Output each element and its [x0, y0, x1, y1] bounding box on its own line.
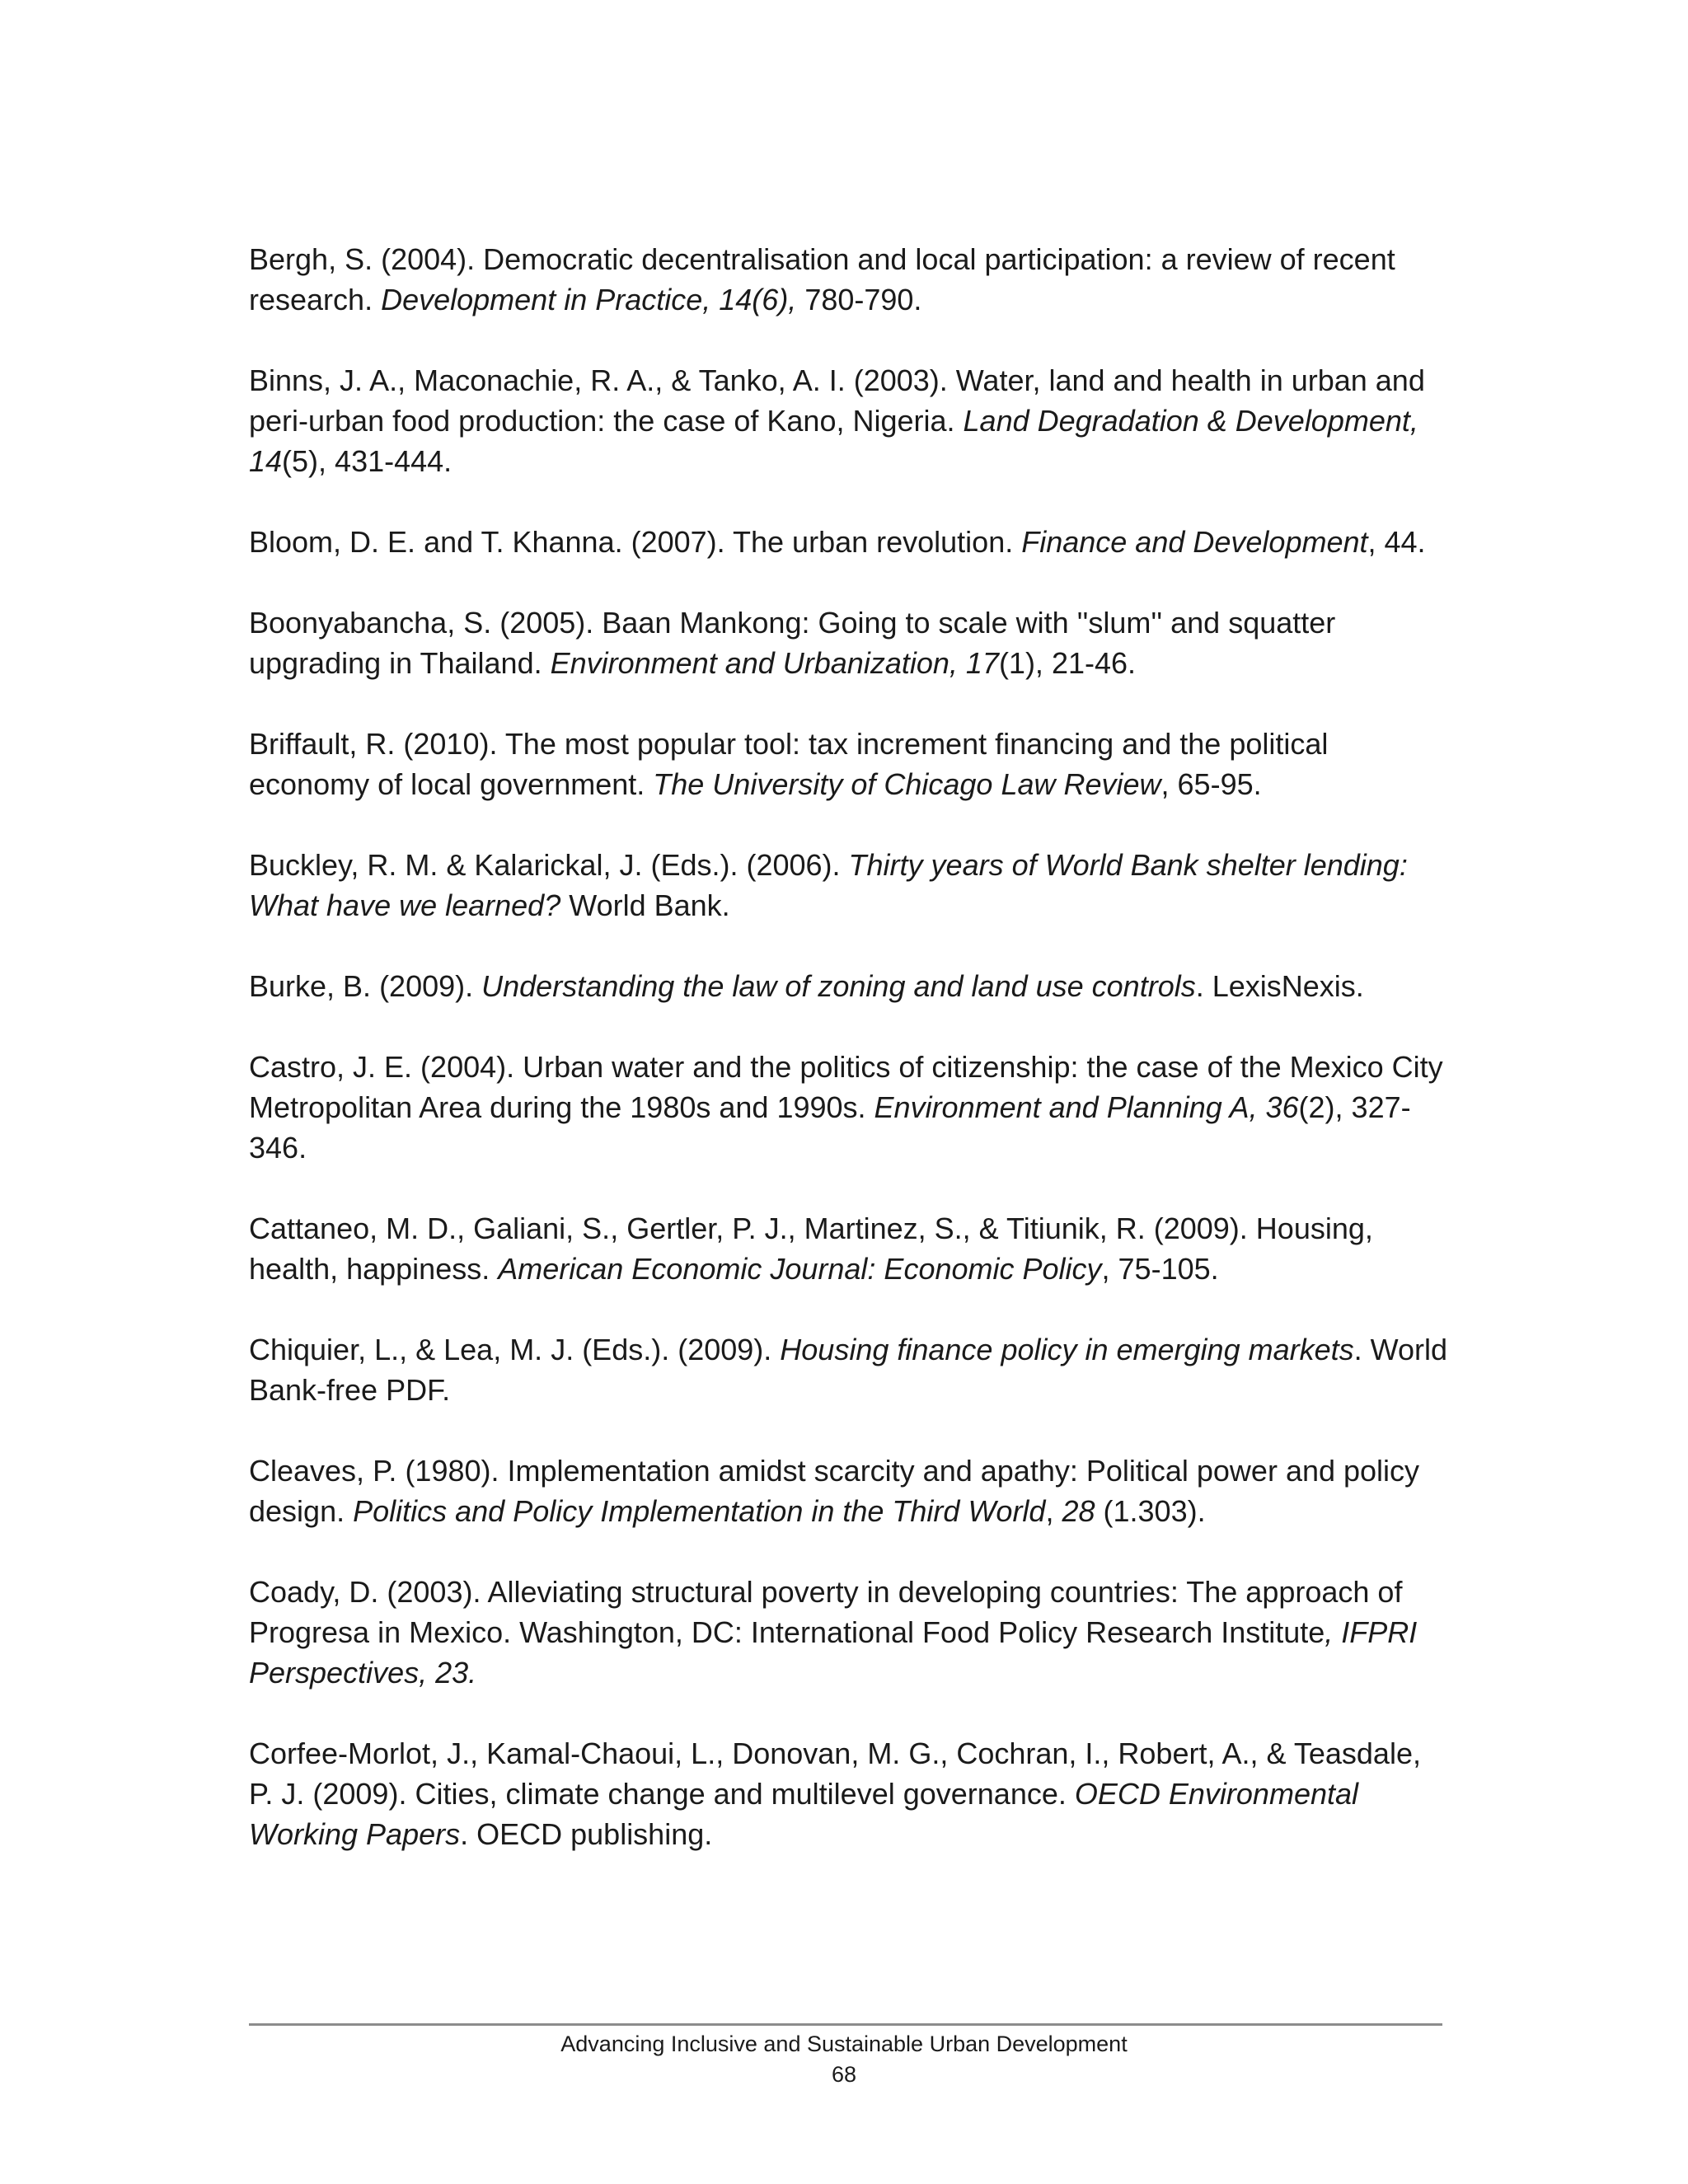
footer-divider — [249, 2023, 1442, 2026]
reference-text-run: Bergh, S. (2004). Democratic decentralisation and local participation: a review of recent research. — [249, 242, 1395, 316]
reference-entry — [249, 1733, 1452, 1854]
reference-italic-run: The University of Chicago Law Review — [653, 767, 1161, 801]
reference-text-run: Castro, J. E. (2004). Urban water and the politics of citizenship: the case of the Mexico City Metropolitan Area during the 1980s and 1990s. — [249, 1050, 1443, 1124]
reference-entry — [249, 724, 1452, 804]
footer-title: Advancing Inclusive and Sustainable Urban Development — [560, 2032, 1128, 2056]
reference-italic-run: American Economic Journal: Economic Policy — [498, 1252, 1102, 1286]
reference-italic-run: Housing finance policy in emerging markets — [780, 1333, 1354, 1366]
reference-text-run: Burke, B. (2009). — [249, 969, 482, 1003]
reference-entry — [249, 522, 1452, 562]
reference-italic-run: Thirty years of World Bank shelter lending: What have we learned? — [249, 848, 1408, 922]
reference-entry — [249, 1047, 1452, 1168]
reference-text-run: (5), 431-444. — [282, 444, 452, 478]
reference-text-run: (1), 21-46. — [998, 646, 1137, 680]
reference-text-run: Coady, D. (2003). Alleviating structural poverty in developing countries: The approach of Progresa in Mexico. Washington, DC: International Food Policy Research Institute — [249, 1575, 1403, 1649]
page-number: 68 — [831, 2062, 857, 2087]
reference-text-run: Briffault, R. (2010). The most popular tool: tax increment financing and the political economy of local government. — [249, 727, 1329, 801]
reference-entry — [249, 1572, 1452, 1693]
reference-italic-run: Environment and Planning A, 36 — [874, 1090, 1299, 1124]
reference-italic-run: Politics and Policy Implementation in the Third World — [353, 1494, 1046, 1528]
reference-text-run: Bloom, D. E. and T. Khanna. (2007). The urban revolution. — [249, 525, 1022, 559]
reference-text-run: , 44. — [1367, 525, 1426, 559]
reference-entry — [249, 845, 1452, 926]
reference-italic-run: Finance and Development — [1021, 525, 1368, 559]
reference-entry — [249, 360, 1452, 481]
reference-text-run: Buckley, R. M. & Kalarickal, J. (Eds.). (2006). — [249, 848, 849, 882]
reference-text-run: , 65-95. — [1160, 767, 1262, 801]
reference-text-run: Binns, J. A., Maconachie, R. A., & Tanko, A. I. (2003). Water, land and health in urban and peri-urban food production: the case of Kano, Nigeria. — [249, 363, 1425, 438]
reference-text-run: (2), 327-346. — [249, 1090, 1411, 1165]
reference-italic-run: 28 — [1062, 1494, 1095, 1528]
reference-italic-run: Environment and Urbanization, 17 — [550, 646, 999, 680]
reference-text-run: . World Bank-free PDF. — [249, 1333, 1447, 1407]
reference-italic-run: Development in Practice, 14(6), — [381, 283, 797, 316]
reference-italic-run: Land Degradation & Development, 14 — [249, 404, 1418, 478]
reference-text-run: Cleaves, P. (1980). Implementation amidst scarcity and apathy: Political power and policy design. — [249, 1454, 1420, 1528]
reference-entry — [249, 239, 1452, 320]
reference-text-run: World Bank. — [560, 888, 730, 922]
reference-text-run: , 75-105. — [1101, 1252, 1219, 1286]
reference-entry — [249, 602, 1452, 683]
reference-text-run: Chiquier, L., & Lea, M. J. (Eds.). (2009). — [249, 1333, 781, 1366]
reference-text-run: (1.303). — [1095, 1494, 1206, 1528]
reference-entry — [249, 966, 1452, 1006]
reference-entry — [249, 1208, 1452, 1289]
reference-entry — [249, 1329, 1452, 1410]
reference-entry — [249, 1451, 1452, 1531]
reference-text-run: . OECD publishing. — [460, 1817, 713, 1851]
reference-italic-run: , IFPRI Perspectives, 23. — [249, 1615, 1418, 1690]
reference-text-run: Cattaneo, M. D., Galiani, S., Gertler, P. J., Martinez, S., & Titiunik, R. (2009). Housing, health, happiness. — [249, 1212, 1373, 1286]
reference-text-run: Boonyabancha, S. (2005). Baan Mankong: Going to scale with ''slum'' and squatter upgrading in Thailand. — [249, 606, 1336, 680]
reference-text-run: 780-790. — [796, 283, 922, 316]
reference-text-run: . LexisNexis. — [1195, 969, 1364, 1003]
reference-text-run: , — [1045, 1494, 1062, 1528]
reference-text-run: Corfee-Morlot, J., Kamal-Chaoui, L., Donovan, M. G., Cochran, I., Robert, A., & Teasdale, P. J. (2009). Cities, climate change and multilevel governance. — [249, 1736, 1421, 1811]
reference-italic-run: OECD Environmental Working Papers — [249, 1777, 1359, 1851]
reference-italic-run: Understanding the law of zoning and land use controls — [481, 969, 1196, 1003]
reference-list — [249, 239, 1452, 1895]
